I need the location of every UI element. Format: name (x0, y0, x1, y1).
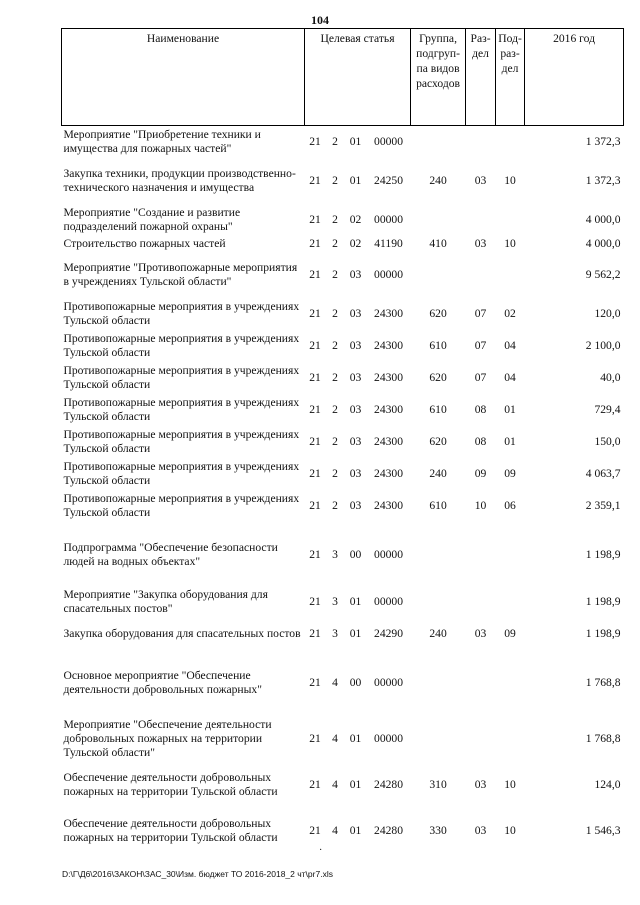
cell-sec: 03 (474, 778, 487, 791)
cell-grp: 240 (429, 174, 447, 187)
cell-name: Закупка техники, продукции производственно-технического назначения и имущества (63, 167, 296, 194)
cell-sub (496, 522, 525, 578)
cell-sub (496, 252, 525, 298)
cell-grp: 330 (429, 824, 447, 837)
cell-name: Противопожарные мероприятия в учреждениях Тульской области (63, 396, 300, 423)
cell-sec: 03 (474, 174, 487, 187)
cell-amt: 124,0 (594, 778, 621, 791)
cell-sub: 09 (504, 467, 516, 480)
cell-sub: 01 (504, 435, 516, 448)
cell-name: Противопожарные мероприятия в учреждениях Тульской области (63, 332, 300, 359)
cell-b: 4 (332, 824, 338, 837)
header-subsection: Под-раз-дел (496, 29, 525, 126)
cell-name: Подпрограмма "Обеспечение безопасности людей на водных объектах" (63, 541, 278, 568)
cell-name: Закупка оборудования для спасательных постов (63, 627, 301, 640)
header-section: Раз-дел (466, 29, 496, 126)
table-row (62, 650, 624, 706)
header-amount-2016: 2016 год (525, 29, 624, 126)
cell-d: 24280 (374, 824, 404, 837)
cell-amt: 1 198,9 (585, 627, 621, 640)
table-row (62, 126, 624, 159)
cell-sec: 03 (474, 824, 487, 837)
cell-sec (466, 204, 496, 236)
cell-a: 21 (309, 595, 321, 608)
cell-amt: 4 000,0 (585, 213, 621, 226)
cell-grp: 240 (429, 467, 447, 480)
cell-grp (411, 706, 466, 762)
cell-b: 2 (332, 174, 338, 187)
cell-sub: 09 (504, 627, 516, 640)
cell-a: 21 (309, 676, 321, 689)
cell-b: 2 (332, 213, 338, 226)
cell-grp: 610 (429, 499, 447, 512)
cell-a: 21 (309, 403, 321, 416)
cell-d: 00000 (374, 135, 404, 148)
cell-name: Мероприятие "Противопожарные мероприятия в учреждениях Тульской области" (63, 261, 298, 288)
cell-c: 03 (349, 307, 362, 320)
cell-a: 21 (309, 213, 321, 226)
cell-d: 24250 (374, 174, 404, 187)
cell-c: 00 (349, 548, 362, 561)
header-target-article: Целевая статья (305, 29, 411, 126)
cell-amt: 1 372,3 (585, 135, 621, 148)
cell-amt: 4 000,0 (585, 237, 621, 250)
cell-name: Противопожарные мероприятия в учреждениях Тульской области (63, 364, 300, 391)
cell-amt: 1 768,8 (585, 676, 621, 689)
cell-b: 2 (332, 403, 338, 416)
table-row (62, 330, 624, 362)
cell-amt: 2 100,0 (585, 339, 621, 352)
table-row (62, 706, 624, 762)
cell-name: Противопожарные мероприятия в учреждениях Тульской области (63, 428, 300, 455)
cell-c: 00 (349, 676, 362, 689)
cell-grp (411, 522, 466, 578)
cell-name: Противопожарные мероприятия в учреждениях Тульской области (63, 460, 300, 487)
cell-b: 2 (332, 499, 338, 512)
cell-d: 00000 (374, 732, 404, 745)
cell-d: 00000 (374, 548, 404, 561)
table-row (62, 158, 624, 204)
cell-grp: 610 (429, 339, 447, 352)
cell-b: 2 (332, 339, 338, 352)
table-row (62, 236, 624, 252)
cell-a: 21 (309, 627, 321, 640)
cell-c: 03 (349, 467, 362, 480)
cell-d: 24300 (374, 307, 404, 320)
cell-amt: 1 372,3 (585, 174, 621, 187)
cell-sub: 10 (504, 778, 516, 791)
table-row (62, 490, 624, 522)
cell-grp: 410 (429, 237, 447, 250)
cell-c: 03 (349, 435, 362, 448)
cell-d: 41190 (374, 237, 403, 250)
cell-name: Строительство пожарных частей (63, 237, 226, 250)
cell-a: 21 (309, 268, 321, 281)
cell-sub: 10 (504, 824, 516, 837)
table-row (62, 298, 624, 330)
table-header-row (62, 29, 624, 126)
cell-amt: 2 359,1 (585, 499, 621, 512)
cell-b: 4 (332, 732, 338, 745)
cell-b: 3 (332, 548, 338, 561)
cell-b: 3 (332, 595, 338, 608)
cell-sub (496, 126, 525, 159)
cell-c: 03 (349, 268, 362, 281)
cell-sec (466, 126, 496, 159)
cell-sub (496, 650, 525, 706)
cell-c: 03 (349, 339, 362, 352)
cell-d: 24300 (374, 435, 404, 448)
cell-name: Обеспечение деятельности добровольных пожарных на территории Тульской области (63, 817, 278, 844)
cell-name: Мероприятие "Приобретение техники и имущества для пожарных частей" (63, 128, 261, 155)
cell-sec: 07 (474, 339, 487, 352)
header-name: Наименование (62, 29, 305, 126)
cell-amt: 1 198,9 (585, 548, 621, 561)
cell-sec: 03 (474, 237, 487, 250)
cell-c: 01 (349, 732, 362, 745)
cell-sec: 07 (474, 307, 487, 320)
cell-a: 21 (309, 174, 321, 187)
cell-c: 01 (349, 824, 362, 837)
cell-c: 02 (349, 237, 362, 250)
cell-name: Основное мероприятие "Обеспечение деятельности добровольных пожарных" (63, 669, 262, 696)
cell-sec (466, 650, 496, 706)
stray-mark: · (319, 845, 323, 856)
cell-c: 01 (349, 135, 362, 148)
cell-d: 00000 (374, 676, 404, 689)
cell-a: 21 (309, 339, 321, 352)
cell-c: 01 (349, 627, 362, 640)
cell-sec (466, 522, 496, 578)
cell-b: 2 (332, 435, 338, 448)
table-row (62, 458, 624, 490)
table-row (62, 204, 624, 236)
cell-amt: 729,4 (594, 403, 621, 416)
cell-d: 00000 (374, 213, 404, 226)
cell-sec: 09 (474, 467, 487, 480)
cell-grp (411, 578, 466, 618)
cell-c: 01 (349, 778, 362, 791)
table-row (62, 522, 624, 578)
cell-sub: 06 (504, 499, 516, 512)
cell-b: 2 (332, 307, 338, 320)
table-row (62, 252, 624, 298)
cell-c: 01 (349, 174, 362, 187)
cell-sub: 04 (504, 371, 516, 384)
cell-c: 03 (349, 371, 362, 384)
cell-grp: 620 (429, 307, 447, 320)
cell-grp: 620 (429, 435, 447, 448)
cell-sec: 10 (474, 499, 487, 512)
cell-a: 21 (309, 307, 321, 320)
cell-b: 2 (332, 467, 338, 480)
cell-sub (496, 578, 525, 618)
cell-d: 24290 (374, 627, 404, 640)
cell-sec (466, 706, 496, 762)
cell-name: Мероприятие "Обеспечение деятельности добровольных пожарных на территории Тульской области" (63, 718, 272, 759)
cell-amt: 1 768,8 (585, 732, 621, 745)
cell-sub: 10 (504, 174, 516, 187)
cell-d: 24300 (374, 467, 404, 480)
cell-a: 21 (309, 548, 321, 561)
cell-name: Противопожарные мероприятия в учреждениях Тульской области (63, 300, 300, 327)
cell-d: 00000 (374, 595, 404, 608)
cell-amt: 1 198,9 (585, 595, 621, 608)
cell-d: 00000 (374, 268, 404, 281)
cell-sub: 04 (504, 339, 516, 352)
cell-sec (466, 252, 496, 298)
table-row (62, 762, 624, 808)
table-row (62, 578, 624, 618)
table-row (62, 808, 624, 854)
cell-grp: 240 (429, 627, 447, 640)
cell-a: 21 (309, 135, 321, 148)
cell-a: 21 (309, 435, 321, 448)
table-row (62, 426, 624, 458)
cell-a: 21 (309, 778, 321, 791)
cell-grp (411, 126, 466, 159)
cell-amt: 1 546,3 (585, 824, 621, 837)
cell-a: 21 (309, 824, 321, 837)
cell-sub (496, 706, 525, 762)
cell-a: 21 (309, 371, 321, 384)
cell-sub: 02 (504, 307, 516, 320)
cell-b: 2 (332, 237, 338, 250)
cell-a: 21 (309, 499, 321, 512)
cell-a: 21 (309, 732, 321, 745)
cell-sub (496, 204, 525, 236)
cell-d: 24300 (374, 371, 404, 384)
page-number: 104 (311, 13, 329, 27)
cell-b: 2 (332, 268, 338, 281)
cell-sec: 03 (474, 627, 487, 640)
cell-d: 24300 (374, 403, 404, 416)
cell-sec: 08 (474, 403, 487, 416)
header-expense-group: Группа, подгруп-па видов расходов (411, 29, 466, 126)
budget-table (61, 28, 624, 854)
cell-b: 4 (332, 676, 338, 689)
cell-d: 24300 (374, 499, 404, 512)
cell-grp: 310 (429, 778, 447, 791)
table-row (62, 362, 624, 394)
cell-c: 03 (349, 403, 362, 416)
cell-amt: 120,0 (594, 307, 621, 320)
cell-amt: 150,0 (594, 435, 621, 448)
cell-sub: 10 (504, 237, 516, 250)
cell-sec: 08 (474, 435, 487, 448)
cell-b: 4 (332, 778, 338, 791)
cell-grp (411, 204, 466, 236)
cell-c: 01 (349, 595, 362, 608)
cell-grp: 610 (429, 403, 447, 416)
file-path-footer: D:\Г\Д6\2016\ЗАКОН\ЗАС_30\Изм. бюджет ТО 2016-2018_2 чт\pr7.xls (62, 869, 333, 879)
cell-grp: 620 (429, 371, 447, 384)
cell-d: 24300 (374, 339, 404, 352)
cell-grp (411, 252, 466, 298)
cell-sub: 01 (504, 403, 516, 416)
cell-name: Обеспечение деятельности добровольных пожарных на территории Тульской области (63, 771, 278, 798)
cell-sec (466, 578, 496, 618)
cell-sec: 07 (474, 371, 487, 384)
cell-b: 3 (332, 627, 338, 640)
cell-b: 2 (332, 135, 338, 148)
cell-name: Мероприятие "Создание и развитие подразделений пожарной охраны" (63, 206, 241, 233)
table-body (62, 126, 624, 855)
table-row (62, 394, 624, 426)
cell-amt: 4 063,7 (585, 467, 621, 480)
cell-name: Противопожарные мероприятия в учреждениях Тульской области (63, 492, 300, 519)
cell-a: 21 (309, 467, 321, 480)
cell-amt: 9 562,2 (585, 268, 621, 281)
cell-c: 03 (349, 499, 362, 512)
cell-c: 02 (349, 213, 362, 226)
cell-d: 24280 (374, 778, 404, 791)
cell-b: 2 (332, 371, 338, 384)
cell-name: Мероприятие "Закупка оборудования для спасательных постов" (63, 588, 268, 615)
table-row (62, 618, 624, 650)
cell-grp (411, 650, 466, 706)
cell-a: 21 (309, 237, 321, 250)
cell-amt: 40,0 (600, 371, 621, 384)
